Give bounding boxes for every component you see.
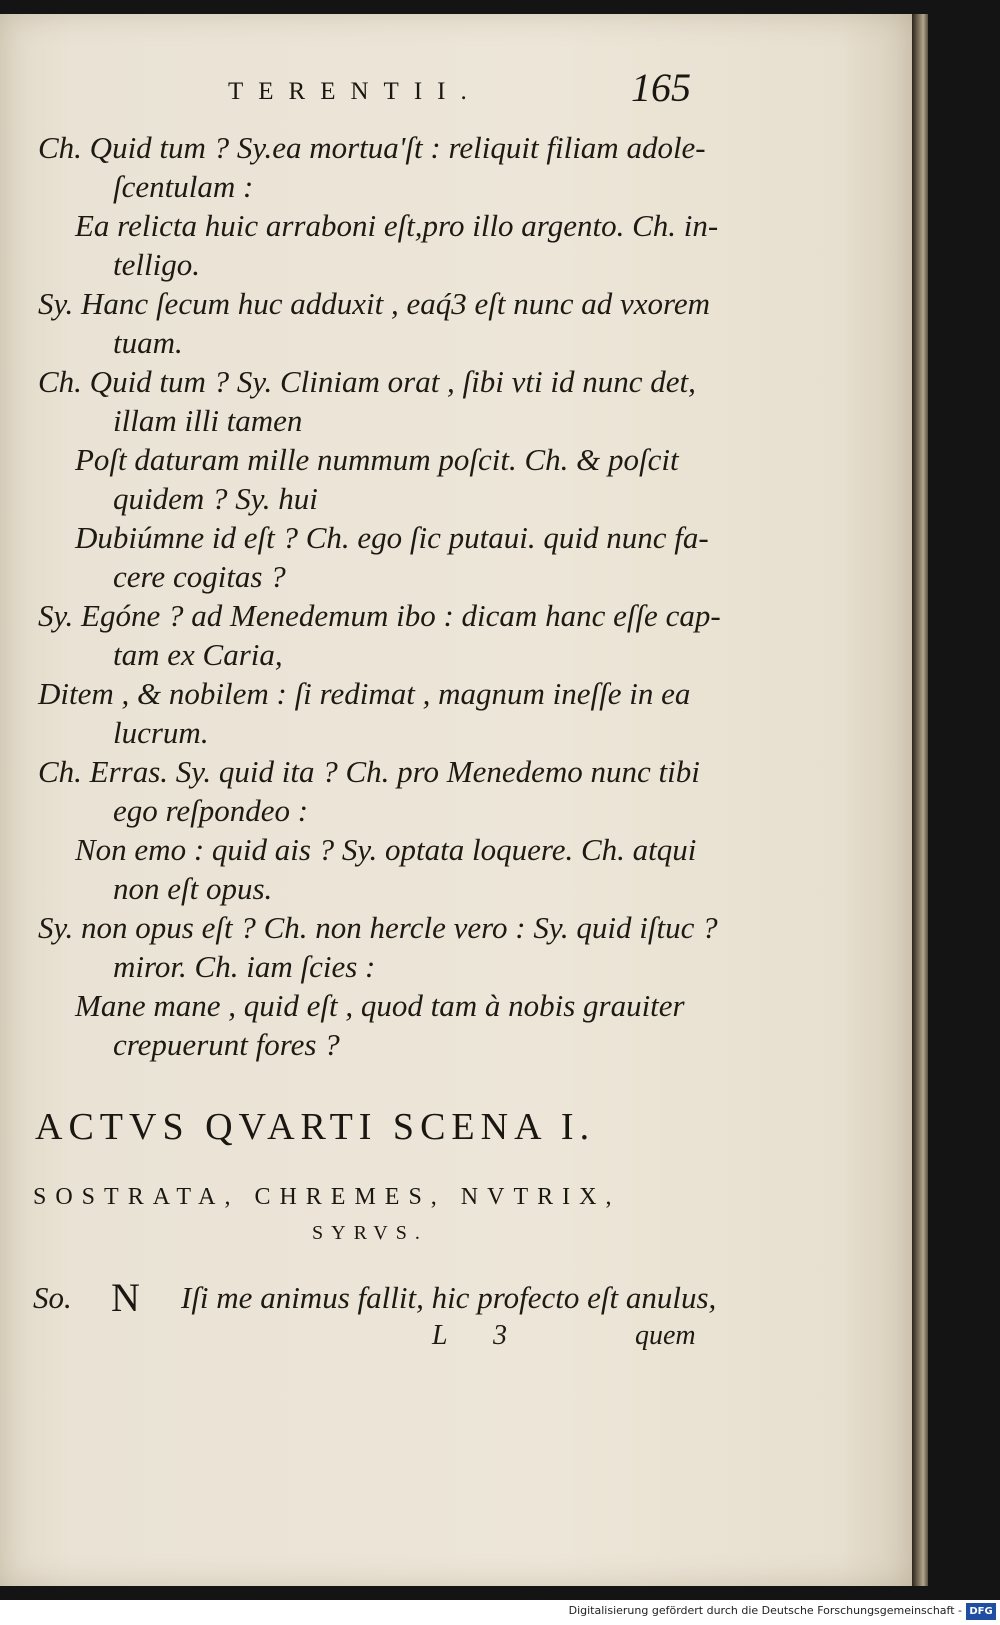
drop-initial: N [111,1275,140,1320]
text-line: Dubiúmne id eſt ? Ch. ego ſic putaui. quid nunc fa- [75,520,709,555]
catchword: quem [635,1320,696,1351]
text-line: cere cogitas ? [113,559,286,594]
text-line: Sy. Hanc ſecum huc adduxit , eaq́3 eſt nunc ad vxorem [38,286,711,321]
text-line: Ch. Erras. Sy. quid ita ? Ch. pro Menedemo nunc tibi [38,754,700,789]
text-line: Sy. non opus eſt ? Ch. non hercle vero : Sy. quid iſtuc ? [38,910,718,945]
text-line: quidem ? Sy. hui [113,481,318,516]
page-fore-edge [912,14,928,1586]
text-line: non eſt opus. [113,871,273,906]
footer-credit: Digitalisierung gefördert durch die Deutsche Forschungsgemeinschaft - [568,1604,962,1617]
text-line: miror. Ch. iam ſcies : [113,949,376,984]
signature-mark: L [432,1320,448,1351]
text-line: Ditem , & nobilem : ſi redimat , magnum ineſſe in ea [38,676,691,711]
speaker-label: So. [33,1280,72,1315]
text-line: Ch. Quid tum ? Sy.ea mortua'ſt : reliquit filiam adole- [38,130,706,165]
running-title: TERENTII. [228,78,482,105]
text-line: Sy. Egóne ? ad Menedemum ibo : dicam hanc eſſe cap- [38,598,721,633]
signature-number: 3 [493,1320,507,1351]
text-line: crepuerunt fores ? [113,1027,340,1062]
digitization-footer [0,1600,1000,1625]
dfg-logo: DFG [966,1603,996,1620]
act-heading: ACTVS QVARTI SCENA I. [35,1106,596,1148]
text-line: Non emo : quid ais ? Sy. optata loquere. Ch. atqui [75,832,697,867]
text-line: telligo. [113,247,200,282]
page-number: 165 [631,65,691,110]
character-list-line-1: SOSTRATA, CHREMES, NVTRIX, [33,1184,621,1210]
text-line: Mane mane , quid eſt , quod tam à nobis grauiter [75,988,685,1023]
character-list-line-2: SYRVS. [312,1222,428,1244]
text-line: Ch. Quid tum ? Sy. Cliniam orat , ſibi vti id nunc det, [38,364,696,399]
page-header [40,64,710,124]
text-line: Ea relicta huic arraboni eſt,pro illo argento. Ch. in- [75,208,719,243]
scene-first-line-text: Iſi me animus fallit, hic profecto eſt anulus, [181,1280,717,1315]
dialogue-text-block [38,128,721,1064]
scene-first-line [33,1274,717,1322]
text-line: ſcentulam : [113,169,254,204]
text-line: Poſt daturam mille nummum poſcit. Ch. & poſcit [75,442,679,477]
text-line: tuam. [113,325,183,360]
text-line: illam illi tamen [113,403,303,438]
text-line: tam ex Caria, [113,637,283,672]
text-line: ego reſpondeo : [113,793,309,828]
text-line: lucrum. [113,715,209,750]
